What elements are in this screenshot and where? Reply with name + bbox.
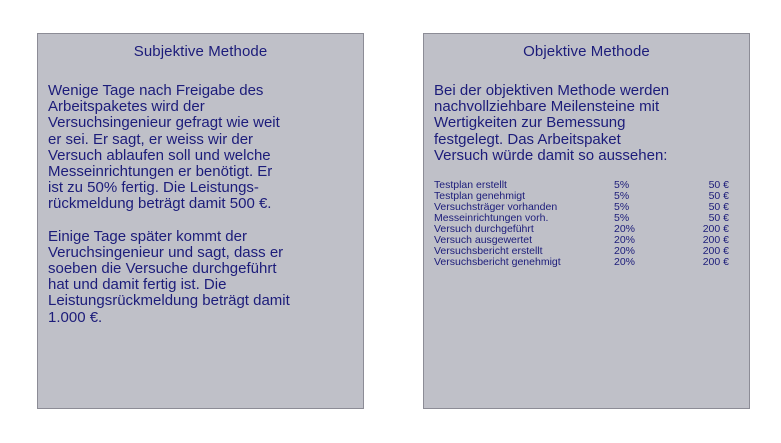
subjective-method-title: Subjektive Methode [133, 43, 268, 60]
milestone-percent: 5% [614, 212, 630, 225]
objective-method-panel [423, 33, 750, 409]
milestone-amount: 200 € [702, 245, 729, 258]
milestone-name: Testplan erstellt [434, 179, 507, 192]
objective-paragraph: Bei der objektiven Methode werden nachvollziehbare Meilensteine mit Wertigkeiten zur Bemessung festgelegt. Das Arbeitspaket Versuch würde damit so aussehen: [434, 82, 670, 164]
milestone-table [434, 180, 729, 268]
subjective-paragraph-2: Einige Tage später kommt der Veruchsingenieur und sagt, dass er soeben die Versuche durchgeführt hat und damit fertig ist. Die Leistungsrückmeldung beträgt damit 1.000 €. [48, 227, 290, 326]
milestone-amount: 200 € [702, 234, 729, 247]
milestone-percent: 20% [614, 223, 636, 236]
milestone-amount: 50 € [708, 212, 729, 225]
milestone-amount: 200 € [702, 223, 729, 236]
milestone-name: Versuchsbericht erstellt [434, 245, 543, 258]
milestone-percent: 20% [614, 234, 636, 247]
milestone-percent: 5% [614, 190, 630, 203]
milestone-percent: 20% [614, 256, 636, 269]
milestone-amount: 50 € [708, 201, 729, 214]
milestone-name: Versuchsbericht genehmigt [434, 256, 561, 269]
objective-method-body [424, 83, 749, 268]
milestone-amount: 50 € [708, 179, 729, 192]
milestone-amount: 50 € [708, 190, 729, 203]
milestone-percent: 5% [614, 201, 630, 214]
milestone-percent: 5% [614, 179, 630, 192]
subjective-method-panel [37, 33, 364, 409]
objective-method-title: Objektive Methode [523, 43, 650, 60]
subjective-method-body [38, 83, 363, 326]
milestone-name: Messeinrichtungen vorh. [434, 212, 549, 225]
subjective-paragraph-1: Wenige Tage nach Freigabe des Arbeitspaketes wird der Versuchsingenieur gefragt wie weit er sei. Er sagt, er weiss wir der Versuch ablaufen soll und welche Messeinrichtungen er benötigt. Er ist zu 50% fertig. Die Leistungs- rückmeldung beträgt damit 500 €. [48, 82, 280, 213]
milestone-name: Testplan genehmigt [434, 190, 526, 203]
milestone-row [434, 257, 729, 268]
milestone-name: Versuch ausgewertet [434, 234, 533, 247]
milestone-amount: 200 € [702, 256, 729, 269]
milestone-name: Versuch durchgeführt [434, 223, 534, 236]
milestone-percent: 20% [614, 245, 636, 258]
milestone-name: Versuchsträger vorhanden [434, 201, 558, 214]
